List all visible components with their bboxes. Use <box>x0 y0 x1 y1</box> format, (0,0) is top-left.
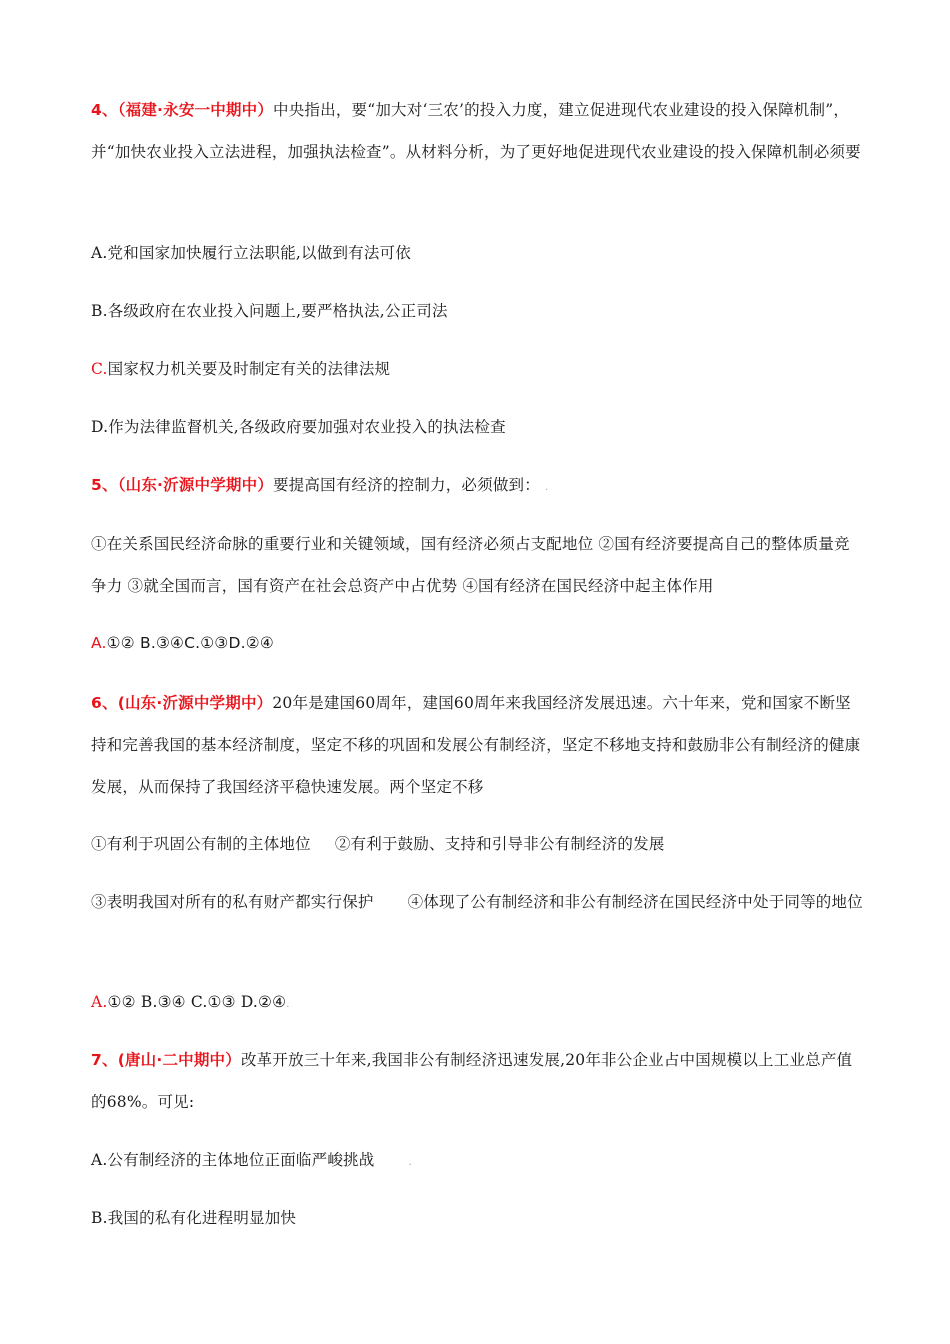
statements-text: ①在关系国民经济命脉的重要行业和关键领域，国有经济必须占支配地位 ②国有经济要提高自己的整体质量竞争力 ③就全国而言，国有资产在社会总资产中占优势 ④国有经济在国民经济中起主体作用 <box>91 535 850 595</box>
question-5-source: （山东·沂源中学期中） <box>117 476 274 494</box>
question-6-statements-line2 <box>91 881 863 923</box>
option-text: 国家权力机关要及时制定有关的法律法规 <box>107 360 391 378</box>
question-5-statements <box>91 523 863 607</box>
stray-mark: . <box>408 1157 412 1168</box>
statement-3: ③表明我国对所有的私有财产都实行保护 <box>91 893 374 911</box>
question-4-option-c <box>91 348 863 390</box>
question-6-number: 6、 <box>91 694 118 712</box>
statement-4: ④体现了公有制经济和非公有制经济在国民经济中处于同等的地位 <box>407 893 863 911</box>
question-6-stem <box>91 682 863 808</box>
question-7-stem <box>91 1039 863 1123</box>
question-5-stem <box>91 464 863 509</box>
question-6-statements-line1 <box>91 823 863 865</box>
option-letter-answer: C. <box>91 360 108 378</box>
option-text: 我国的私有化进程明显加快 <box>107 1209 297 1227</box>
stray-mark: . <box>545 482 549 493</box>
question-4-stem <box>91 89 863 173</box>
question-6-answers <box>91 981 863 1026</box>
option-text: 公有制经济的主体地位正面临严峻挑战 <box>107 1151 375 1169</box>
stray-mark: . <box>286 999 290 1010</box>
option-text: 作为法律监督机关,各级政府要加强对农业投入的执法检查 <box>108 418 506 436</box>
option-letter: A. <box>91 244 108 262</box>
question-7-source: (唐山·二中期中） <box>117 1051 241 1069</box>
option-letter: B. <box>91 1209 108 1227</box>
option-letter: D. <box>91 418 109 436</box>
answer-choices: ①② B.③④ C.①③ D.②④ <box>107 993 287 1011</box>
answer-letter: A. <box>91 993 108 1011</box>
question-4-option-a <box>91 232 863 274</box>
question-6-source: (山东·沂源中学期中） <box>117 694 273 712</box>
question-5-answers <box>91 622 863 664</box>
question-4-number: 4、 <box>91 101 118 119</box>
question-4-option-b <box>91 290 863 332</box>
question-4-text: 中央指出，要“加大对‘三农’的投入力度，建立促进现代农业建设的投入保障机制”，并“加快农业投入立法进程，加强执法检查”。从材料分析，为了更好地促进现代农业建设的投入保障机制必须要 <box>91 101 861 161</box>
option-letter: B. <box>91 302 108 320</box>
question-6-text: 20年是建国60周年，建国60周年来我国经济发展迅速。六十年来，党和国家不断坚持和完善我国的基本经济制度，坚定不移的巩固和发展公有制经济，坚定不移地支持和鼓励非公有制经济的健康发展，从而保持了我国经济平稳快速发展。两个坚定不移 <box>91 694 861 796</box>
option-text: 党和国家加快履行立法职能,以做到有法可依 <box>107 244 411 262</box>
statement-1: ①有利于巩固公有制的主体地位 <box>91 835 311 853</box>
option-text: 各级政府在农业投入问题上,要严格执法,公正司法 <box>107 302 448 320</box>
option-letter: A. <box>91 1151 108 1169</box>
question-5-number: 5、 <box>91 476 118 494</box>
statement-2: ②有利于鼓励、支持和引导非公有制经济的发展 <box>334 835 665 853</box>
question-5-text: 要提高国有经济的控制力，必须做到： <box>273 476 540 494</box>
question-7-text: 改革开放三十年来,我国非公有制经济迅速发展,20年非公企业占中国规模以上工业总产值的68%。可见: <box>91 1051 853 1111</box>
answer-letter: A. <box>91 634 107 652</box>
question-7-option-a <box>91 1139 863 1184</box>
answer-choices: ①② B.③④C.①③D.②④ <box>106 634 274 652</box>
question-7-number: 7、 <box>91 1051 118 1069</box>
question-4-option-d <box>91 406 863 448</box>
question-4-source: （福建·永安一中期中） <box>117 101 274 119</box>
question-7-option-b <box>91 1197 863 1239</box>
